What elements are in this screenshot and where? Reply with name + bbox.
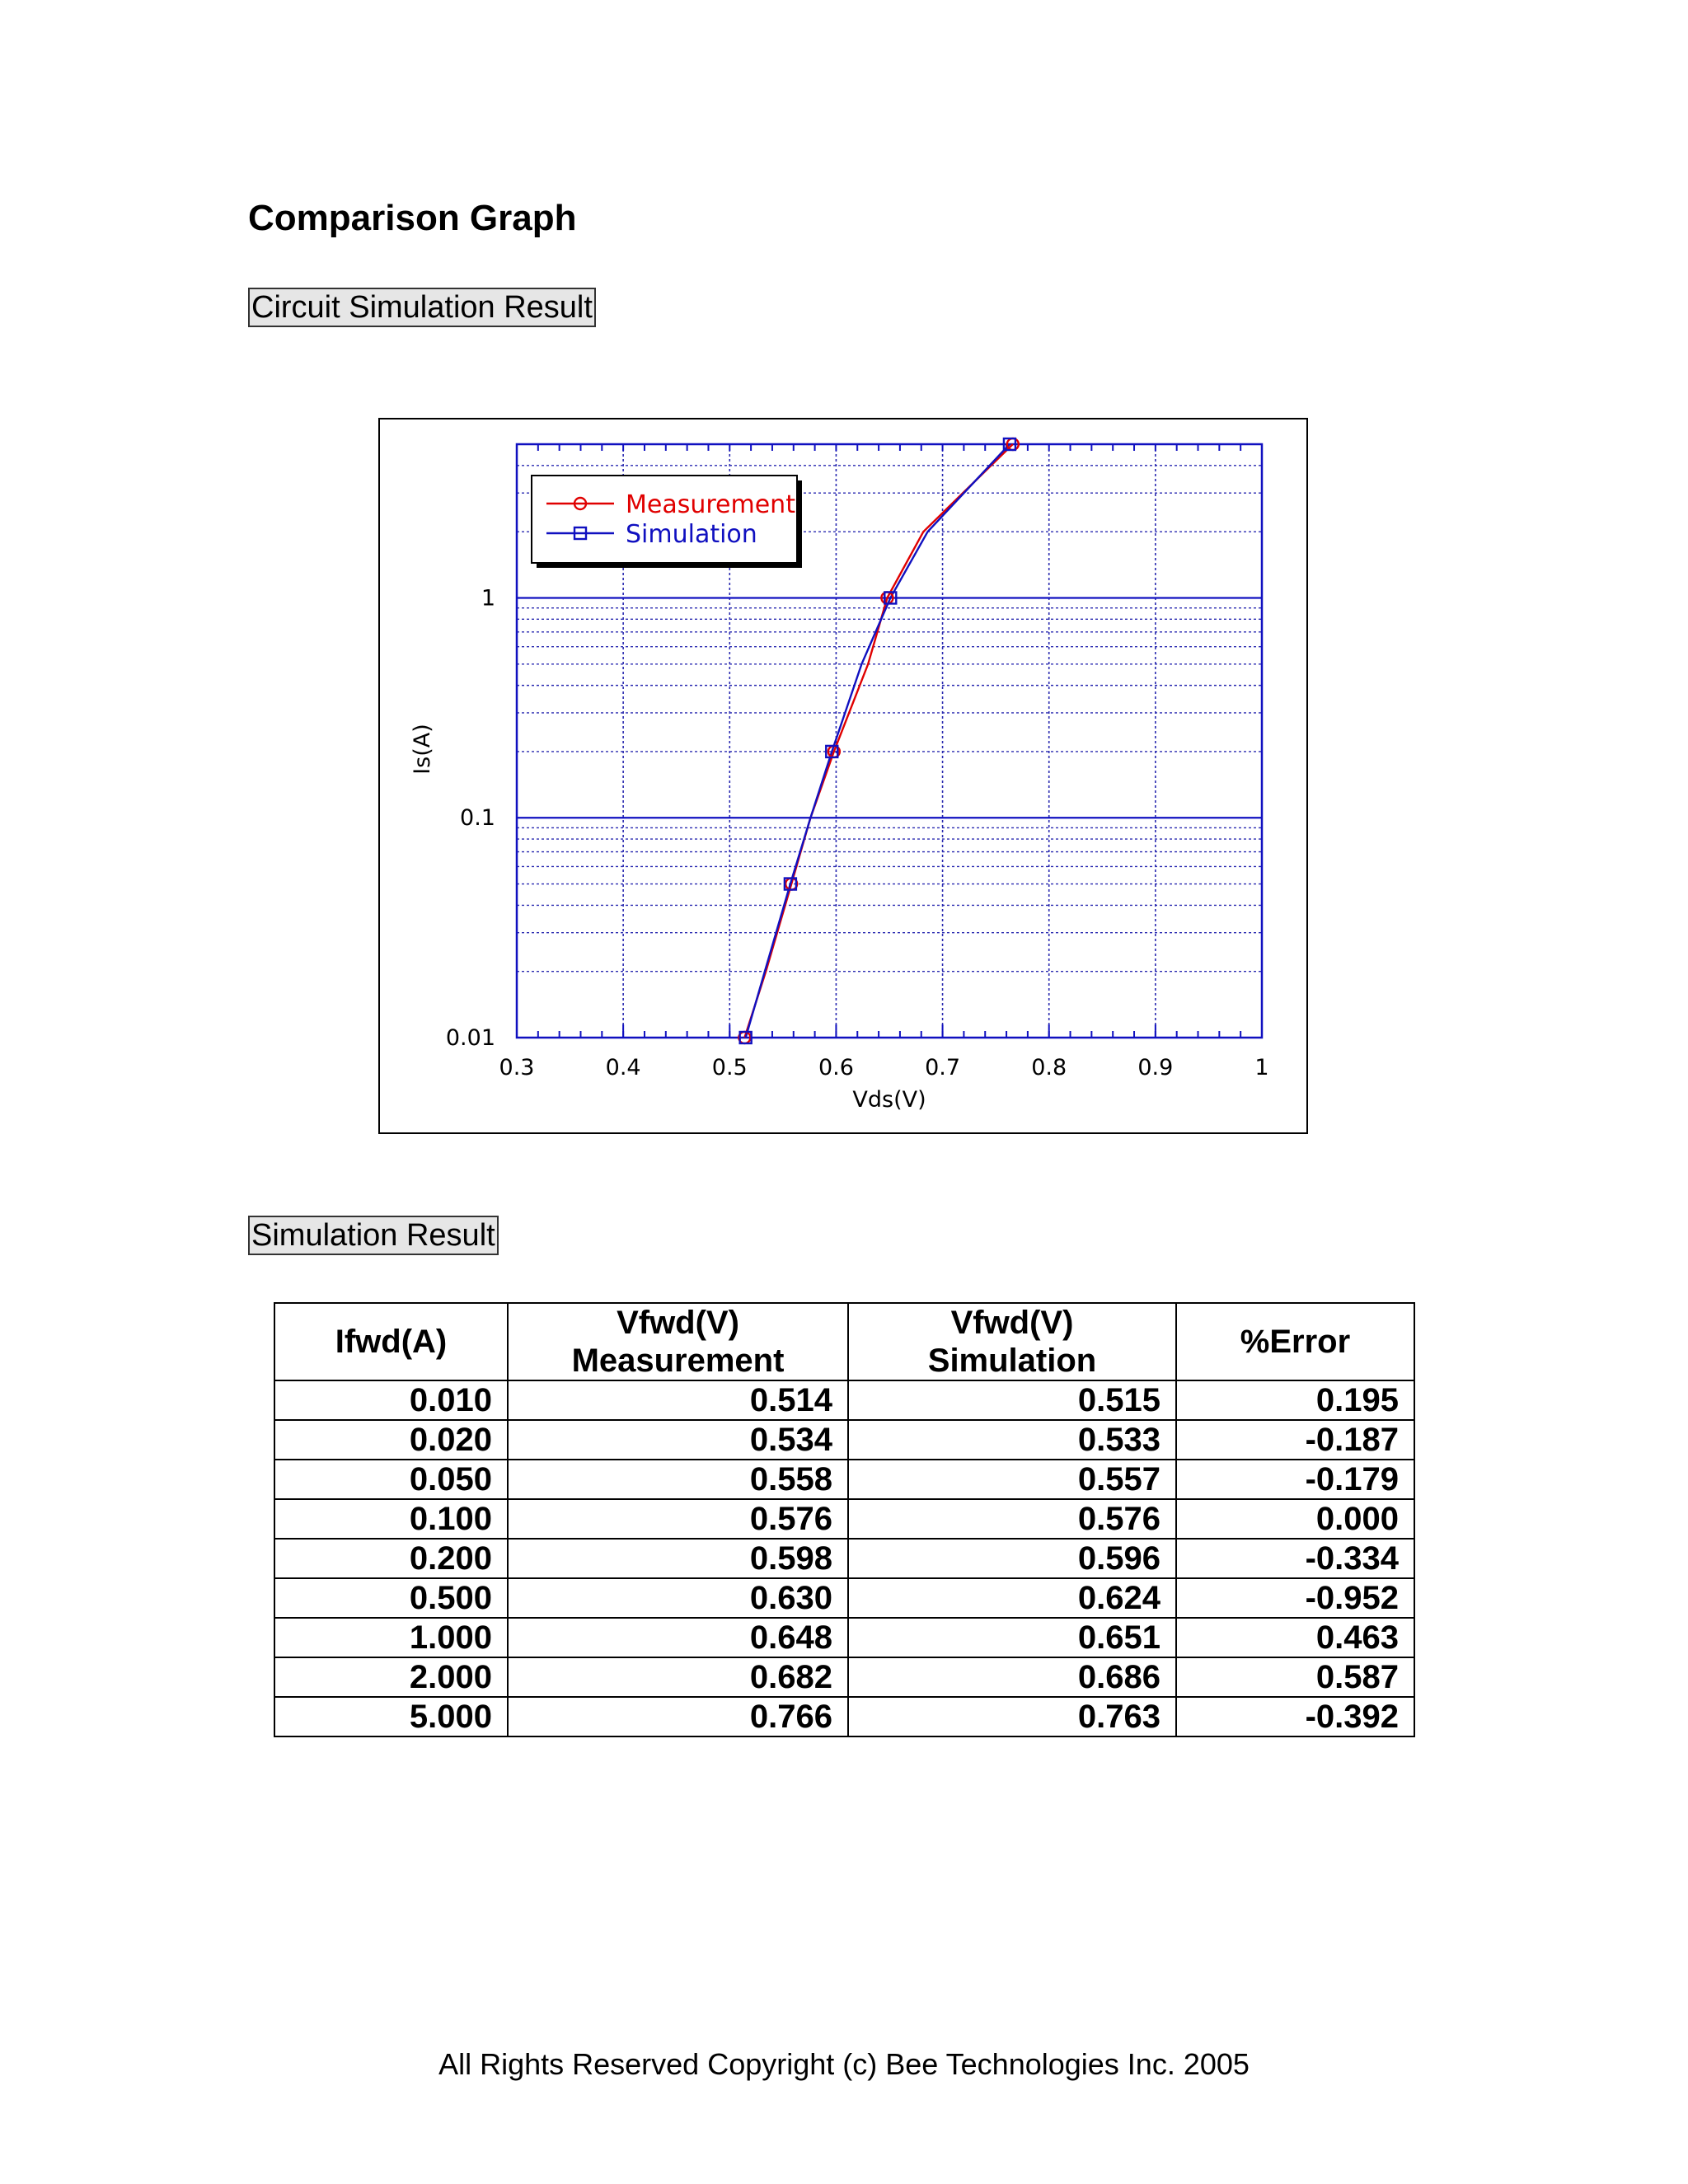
cell-ifwd: 2.000 xyxy=(274,1657,508,1697)
cell-error: -0.334 xyxy=(1176,1539,1414,1578)
header-ifwd: Ifwd(A) xyxy=(274,1303,508,1380)
x-tick-label: 0.9 xyxy=(1137,1055,1174,1080)
cell-vfwd-simulation: 0.596 xyxy=(848,1539,1176,1578)
cell-ifwd: 0.200 xyxy=(274,1539,508,1578)
cell-ifwd: 0.500 xyxy=(274,1578,508,1618)
legend-label-measurement: Measurement xyxy=(626,490,795,519)
x-tick-label: 0.6 xyxy=(818,1055,854,1080)
table-row xyxy=(274,1499,1414,1539)
cell-vfwd-measurement: 0.648 xyxy=(508,1618,848,1657)
x-tick-label: 0.4 xyxy=(605,1055,641,1080)
x-axis-label: Vds(V) xyxy=(852,1087,926,1113)
cell-vfwd-measurement: 0.682 xyxy=(508,1657,848,1697)
cell-vfwd-measurement: 0.630 xyxy=(508,1578,848,1618)
header-error: %Error xyxy=(1176,1303,1414,1380)
table-row xyxy=(274,1539,1414,1578)
cell-vfwd-measurement: 0.766 xyxy=(508,1697,848,1736)
y-axis-label: Is(A) xyxy=(410,724,435,775)
table-row xyxy=(274,1460,1414,1499)
cell-ifwd: 0.020 xyxy=(274,1420,508,1460)
cell-vfwd-simulation: 0.651 xyxy=(848,1618,1176,1657)
page-title: Comparison Graph xyxy=(248,198,577,238)
x-tick-label: 0.8 xyxy=(1031,1055,1067,1080)
cell-vfwd-simulation: 0.533 xyxy=(848,1420,1176,1460)
y-tick-label: 1 xyxy=(481,585,495,612)
table-row xyxy=(274,1657,1414,1697)
cell-error: -0.952 xyxy=(1176,1578,1414,1618)
x-tick-label: 0.3 xyxy=(499,1055,535,1080)
cell-vfwd-simulation: 0.686 xyxy=(848,1657,1176,1697)
cell-error: 0.463 xyxy=(1176,1618,1414,1657)
cell-vfwd-measurement: 0.514 xyxy=(508,1380,848,1420)
chart-svg xyxy=(380,419,1306,1132)
cell-vfwd-measurement: 0.576 xyxy=(508,1499,848,1539)
cell-ifwd: 0.100 xyxy=(274,1499,508,1539)
cell-error: 0.587 xyxy=(1176,1657,1414,1697)
cell-ifwd: 5.000 xyxy=(274,1697,508,1736)
header-vfwd-measurement: Vfwd(V) Measurement xyxy=(508,1303,848,1380)
cell-vfwd-measurement: 0.558 xyxy=(508,1460,848,1499)
cell-vfwd-simulation: 0.515 xyxy=(848,1380,1176,1420)
cell-vfwd-simulation: 0.624 xyxy=(848,1578,1176,1618)
cell-error: -0.179 xyxy=(1176,1460,1414,1499)
table-row xyxy=(274,1618,1414,1657)
y-tick-label: 0.1 xyxy=(460,805,495,832)
cell-ifwd: 1.000 xyxy=(274,1618,508,1657)
table-header-row xyxy=(274,1303,1414,1380)
y-tick-label: 0.01 xyxy=(445,1025,495,1051)
table-row xyxy=(274,1578,1414,1618)
circuit-simulation-label: Circuit Simulation Result xyxy=(248,288,596,327)
simulation-result-table xyxy=(274,1302,1415,1737)
cell-error: -0.392 xyxy=(1176,1697,1414,1736)
cell-error: 0.000 xyxy=(1176,1499,1414,1539)
cell-error: -0.187 xyxy=(1176,1420,1414,1460)
cell-error: 0.195 xyxy=(1176,1380,1414,1420)
copyright-footer: All Rights Reserved Copyright (c) Bee Technologies Inc. 2005 xyxy=(438,2047,1250,2081)
cell-ifwd: 0.050 xyxy=(274,1460,508,1499)
cell-ifwd: 0.010 xyxy=(274,1380,508,1420)
header-vfwd-simulation: Vfwd(V) Simulation xyxy=(848,1303,1176,1380)
legend-label-simulation: Simulation xyxy=(626,520,757,549)
table-row xyxy=(274,1697,1414,1736)
table-row xyxy=(274,1420,1414,1460)
cell-vfwd-measurement: 0.598 xyxy=(508,1539,848,1578)
cell-vfwd-simulation: 0.576 xyxy=(848,1499,1176,1539)
comparison-chart xyxy=(378,418,1308,1134)
x-tick-label: 0.5 xyxy=(711,1055,748,1080)
x-tick-label: 0.7 xyxy=(925,1055,961,1080)
cell-vfwd-simulation: 0.763 xyxy=(848,1697,1176,1736)
simulation-result-label: Simulation Result xyxy=(248,1216,499,1255)
x-tick-label: 1 xyxy=(1254,1055,1269,1080)
cell-vfwd-simulation: 0.557 xyxy=(848,1460,1176,1499)
legend-box xyxy=(532,476,797,563)
table-row xyxy=(274,1380,1414,1420)
cell-vfwd-measurement: 0.534 xyxy=(508,1420,848,1460)
